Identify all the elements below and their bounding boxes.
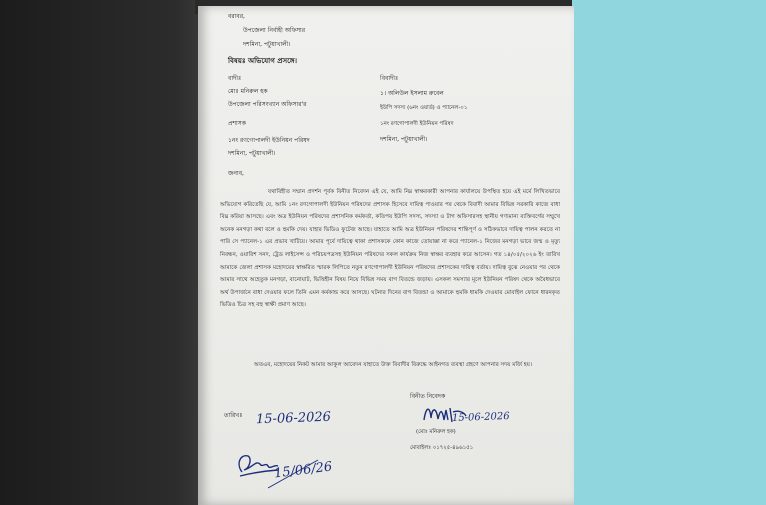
plaintiff-role: উপজেলা পরিসংখ্যান অফিসার'র [228, 101, 307, 108]
closing: বিনীত নিবেদক [410, 393, 446, 400]
sender-mobile: মোবাইলঃ ০১৭২৫-৪৯৬১৫১ [410, 445, 474, 451]
defendant-label: বিবাদীঃ [380, 75, 399, 82]
defendant-address: দশমিনা, পটুয়াখালী। [380, 136, 428, 143]
defendant-name: ১। অলিউল ইসলাম রুবেল [380, 90, 444, 97]
recipient-to: বরাবর, [228, 13, 245, 20]
subject-line: বিষয়ঃ অভিযোগ প্রসঙ্গে। [228, 57, 298, 65]
letter-request: অতএব, মহোদয়ের নিকট আমার আকুল আবেদন যাহাতে উক্ত বিবাদীর বিরুদ্ধে আইনগত ব্যবস্থা গ্রহণে আপনার সদয় মর্জি হয়। [254, 362, 532, 368]
plaintiff-label: বাদীঃ [228, 75, 242, 82]
dark-surface-left [0, 0, 205, 505]
plaintiff-name: মোঃ মনিরুল হক [228, 88, 268, 95]
sender-handwritten-date: 15-06-2026 [451, 410, 510, 425]
sender-name: (মোঃ মনিরুল হক) [416, 429, 456, 435]
background-right [572, 0, 766, 505]
date-label: তারিখঃ [224, 412, 243, 419]
letter-body: যথাবিহীত সম্মান প্রদর্শন পূর্বক বিনীত নিবেদন এই যে, আমি নিম্ন স্বাক্ষরকারী আপনার কার্যালয়ে উপস্থিত হয়ে এই মর্মে লিখিতভাবে অভিযোগ করিতেছি যে, আমি ১নং রণগোপালদী ইউনিয়ন পরিষদের প্রশাসক হিসেবে দায়িত্ব পাওয়ার পর থেকে বিবাদী আমার বিভিন্ন সরকারি কাজে বাধা বিঘ্ন করিয়া আসছে। এবং অত্র ইউনিয়ন পরিষদের প্রশাসনিক কর্মকর্তা, কতিপয় ইউপি সদস্য, সদস্যা ও টাগ অফিসারসহ স্থানীয় গণ্যমান্য ব্যক্তিবর্গের সম্মুখে অনেক মনগড়া কথা বলে ও হুমকি দেয়। যাহার ভিডিও ফুটেজ আছে। যাহাতে আমি অত্র ইউনিয়ন পরিষদের শান্তিপূর্ণ ও সঠিকভাবে দায়িত্ব পালন করতে না পারি সে প্যানেল-১ এর প্রভাব খাটিয়ে। আমার পূর্বে দায়িত্বে থাকা প্রশাসককে কোন কাজে তোয়াক্কা না করে প্যানেল-১ নিজের মনগড়া ভাবে জন্ম ও মৃত্যু নিবন্ধন, ওয়ারিশ সনদ, ট্রেড লাইসেন্স ও পরিচয়পত্রসহ ইউনিয়ন পরিষদের সকল কার্যক্রম নিজ স্বাক্ষর ব্যবহার করে আসেন। গত ১৪/০৫/২০২৬ ইং তারিখ আমাকে জেলা প্রশাসক মহোদয়ের স্বাক্ষরিত স্মারক লিপিতে নতুন রণগোপালদী ইউনিয়ন পরিষদের প্রশাসকের দায়িত্ব বর্তায়। দায়িত্ব বুঝে নেওয়ার পর থেকে আমার সাথে অহেতুক মনগড়া, বানোয়াট, ভিত্তিহীন বিষয় নিয়ে বিভিন্ন সময় বাগ বিতন্ডে জড়ায়। এসকল সমস্যার মূলে ইউনিয়ন পরিষদ থেকে অবৈধভাবে অর্থ উপার্জনে বাধা দেওয়ার ফলে তিনি এমন কর্মকান্ড করে আসছে। ঘটনার দিনের বাগ বিতন্ডা ও আমাকে হুমকি ধামকি দেওয়ার মোবাইল ফোনে ধারনকৃত ভিডিও চিত্র সহ বহু স্বাক্ষী প্রমাণ আছে। [220, 189, 560, 309]
handwritten-date: 15-06-2026 [255, 409, 332, 428]
receipt-handwritten-date: 15/06/26 [273, 459, 334, 482]
plaintiff-admin-label: প্রশাসক [228, 120, 246, 127]
recipient-designation: উপজেলা নির্বাহী অফিসার [243, 27, 306, 34]
plaintiff-address: দশমিনা, পটুয়াখালী। [228, 150, 276, 157]
defendant-member: ইউপি সদস্য (৬নং ওয়ার্ড) ও প্যানেল-০১ [380, 105, 468, 111]
recipient-address: দশমিনা, পটুয়াখালী। [243, 41, 291, 48]
plaintiff-union: ১নং রণগোপালদী ইউনিয়ন পরিষদ [228, 137, 310, 144]
complaint-letter [198, 6, 574, 505]
receipt-underline [264, 456, 320, 492]
greeting: জনাব, [228, 170, 244, 177]
defendant-union: ১নং রণগোপালদী ইউনিয়ন পরিষদ [380, 121, 454, 127]
